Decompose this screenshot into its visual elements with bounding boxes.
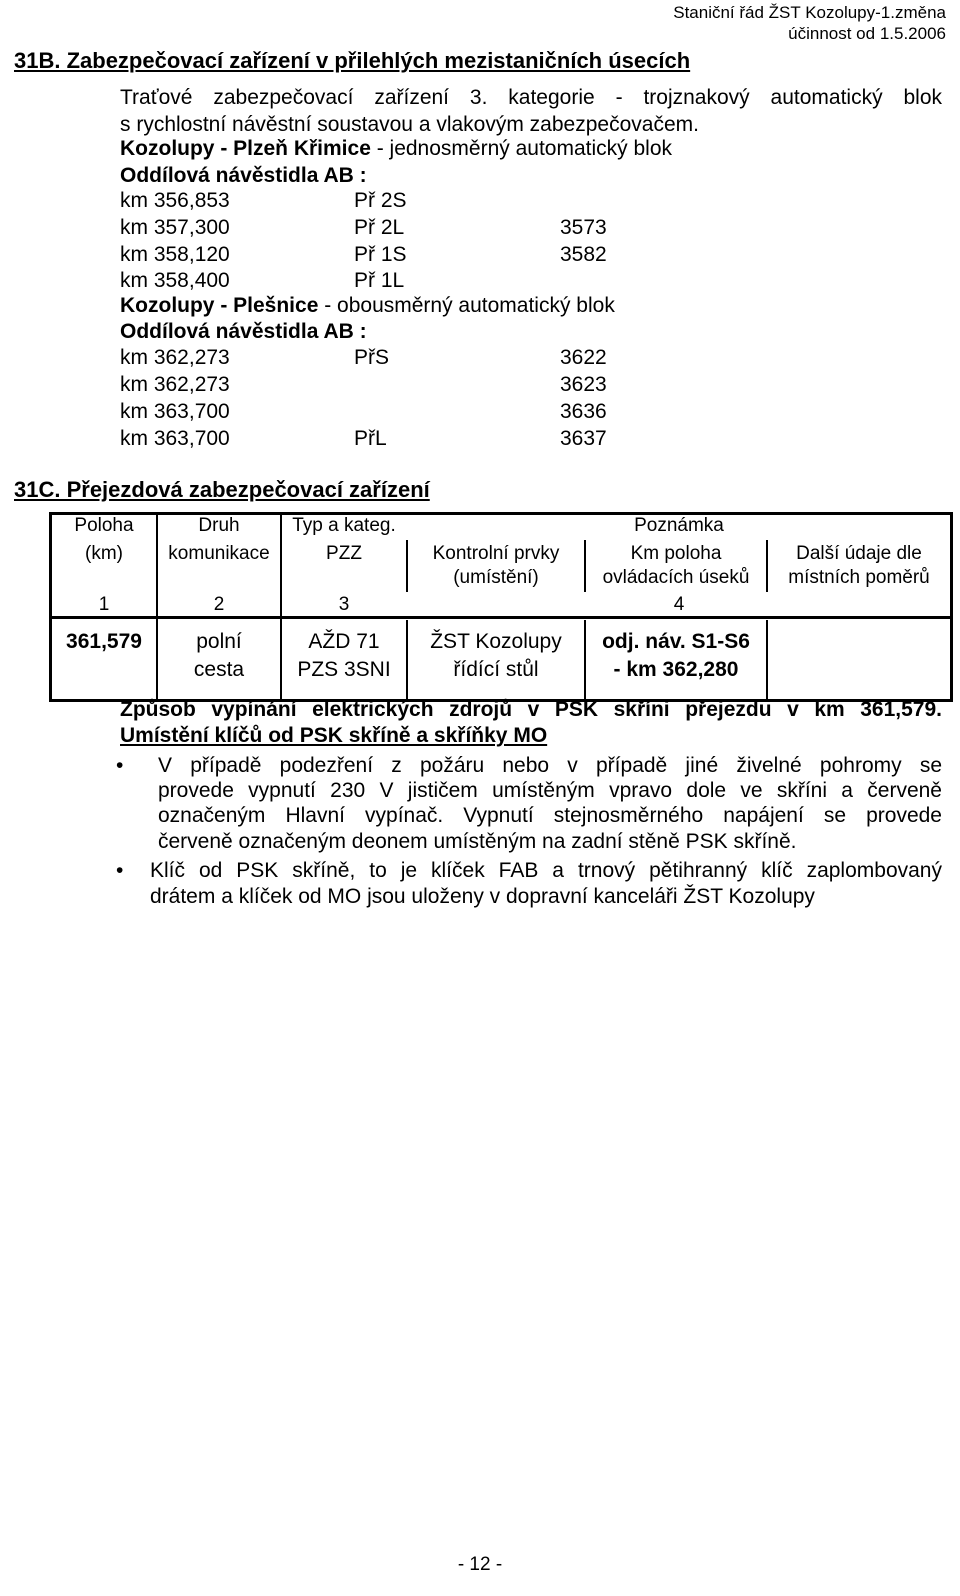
bullet2-line: drátem a klíček od MO jsou uloženy v dopravní kanceláři ŽST Kozolupy [150,885,815,908]
th-number: 2 [213,594,225,615]
th-poloha: Poloha [74,515,134,536]
th-pzz: PZZ [326,543,362,564]
th-number: 3 [338,594,350,615]
th-number: 4 [673,594,685,615]
th-komunikace: komunikace [168,543,270,564]
bullet1-line: V případě podezření z požáru nebo v případě jiné živelné pohromy se [158,754,942,777]
section-c-title: 31C. Přejezdová zabezpečovací zařízení [14,477,430,502]
bullet1-line: provede vypnutí 230 V jističem umístěným vpravo dole ve skříni a červeně [158,779,942,802]
td-druh-1: polní [196,630,242,653]
th-mistnich: místních poměrů [788,567,930,588]
note-keys-heading: Umístění klíčů od PSK skříně a skříňky MO [120,724,548,747]
block1-route: Kozolupy - Plzeň Křimice [120,137,371,160]
block2-route-type: - obousměrný automatický blok [318,294,615,317]
th-km-poloha: Km poloha [630,543,722,564]
block2-heading [120,294,615,318]
doc-header-date: účinnost od 1.5.2006 [788,24,946,43]
table-col-divider [766,620,768,699]
td-typ-2: PZS 3SNI [297,658,391,681]
td-km-2: - km 362,280 [613,658,739,681]
th-druh: Druh [198,515,240,536]
td-kontrol-1: ŽST Kozolupy [430,630,562,653]
td-druh-2: cesta [193,658,245,681]
td-poloha: 361,579 [66,630,142,653]
section-b-intro-2: s rychlostní návěstní soustavou a vlakovým zabezpečovačem. [120,113,699,136]
block2-route: Kozolupy - Plešnice [120,294,319,317]
th-kontrolni: Kontrolní prvky [432,543,560,564]
block1-signals-title: Oddílová návěstidla AB : [120,164,367,187]
td-kontrol-2: řídící stůl [453,658,539,681]
section-b-title: 31B. Zabezpečovací zařízení v přilehlých mezistaničních úsecích [14,48,691,73]
th-poznamka: Poznámka [634,515,724,536]
section-b-intro-1: Traťové zabezpečovací zařízení 3. kategorie - trojznakový automatický blok [120,86,942,109]
td-km-1: odj. náv. S1-S6 [602,630,750,653]
th-dalsi: Další údaje dle [796,543,922,564]
block1-route-type: - jednosměrný automatický blok [370,137,673,160]
th-number: 1 [98,594,110,615]
bullet-icon: • [116,859,124,882]
doc-header-title: Staniční řád ŽST Kozolupy-1.změna [673,3,946,22]
bullet2-line: Klíč od PSK skříně, to je klíček FAB a trnový pětihranný klíč zaplombovaný [150,859,942,882]
block2-signals-title: Oddílová návěstidla AB : [120,320,367,343]
th-typ: Typ a kateg. [292,515,396,536]
bullet1-line: červeně označeným deonem umístěným na zadní stěně PSK skříně. [158,830,797,853]
bullet1-line: označeným Hlavní vypínač. Vypnutí stejnosměrného napájení se provede [158,804,942,827]
page-number: - 12 - [457,1554,503,1575]
td-typ-1: AŽD 71 [308,630,380,653]
block1-heading [120,137,672,161]
th-ovladacich: ovládacích úseků [602,567,750,588]
th-umisteni: (umístění) [453,567,539,588]
bullet-icon: • [116,754,124,777]
th-km: (km) [85,543,123,564]
note-switching: Způsob vypínání elektrických zdrojů v PSK skříni přejezdu v km 361,579. [120,698,942,721]
